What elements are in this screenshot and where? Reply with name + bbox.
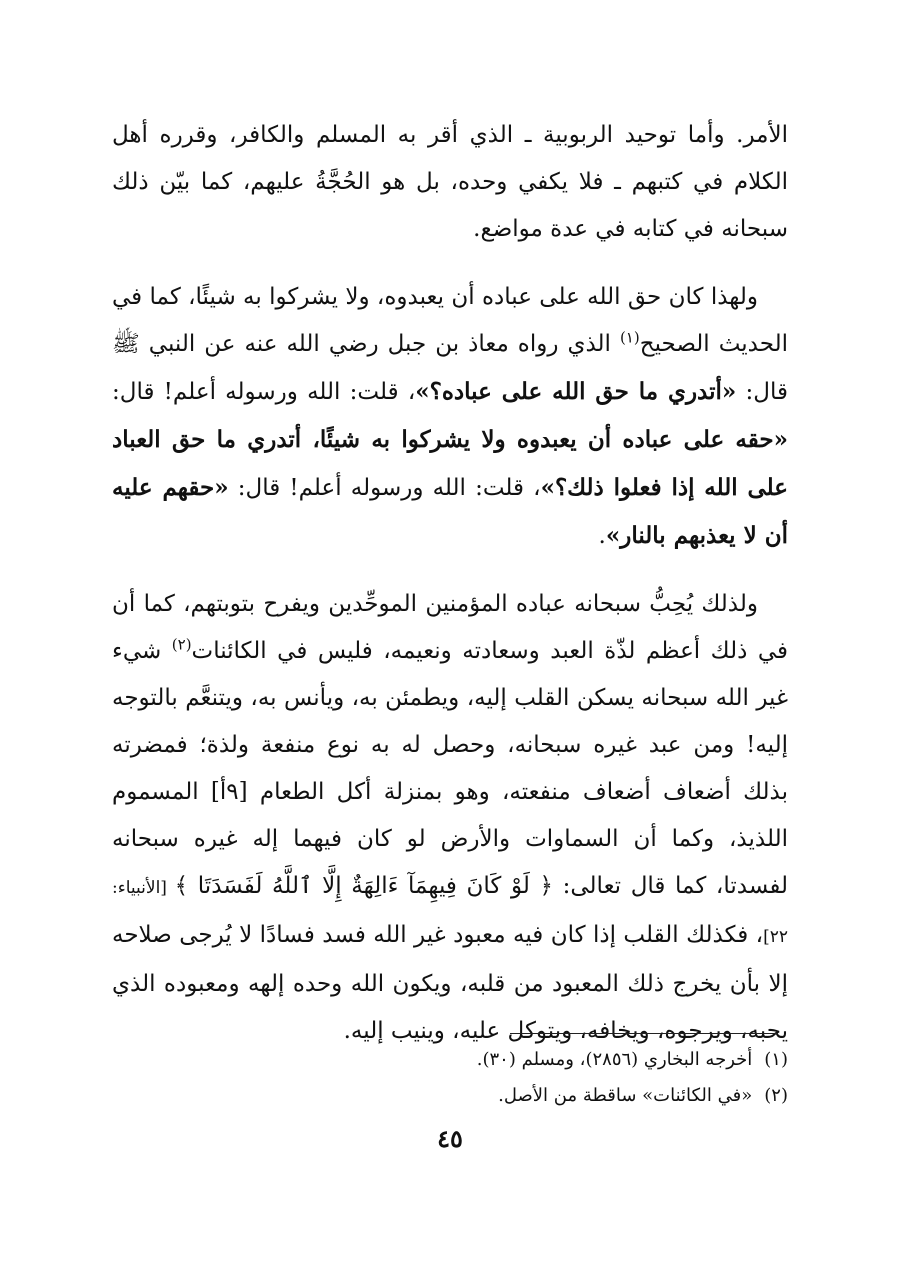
- quran-verse: ﴿ لَوْ كَانَ فِيهِمَآ ءَالِهَةٌ إِلَّا ٱللَّهُ لَفَسَدَتَا ﴾: [174, 873, 553, 899]
- paragraph-tawhid: [112, 112, 788, 253]
- footnote-2: [112, 1078, 788, 1114]
- paragraph-text: الأمر. وأما توحيد الربوبية ـ الذي أقر به المسلم والكافر، وقرره أهل الكلام في كتبهم ـ فلا يكفي وحده، بل هو الحُجَّةُ عليهم، كما بيّن ذلك سبحانه في كتابه في عدة مواضع.: [112, 122, 788, 242]
- footnotes: [112, 1042, 788, 1114]
- footnote-text: أخرجه البخاري (٢٨٥٦)، ومسلم (٣٠).: [476, 1049, 753, 1070]
- love-conclusion: ، فكذلك القلب إذا كان فيه معبود غير الله فسد فسادًا لا يُرجى صلاحه إلا بأن يخرج ذلك المعبود من قلبه، ويكون الله وحده إلهه ومعبوده الذي يحبه، ويرجوه، ويخافه، ويتوكل عليه، وينيب إليه.: [112, 922, 788, 1044]
- paragraph-love: [112, 581, 788, 1055]
- hadith-reply-2: ، قلت: الله ورسوله أعلم! قال:: [228, 475, 541, 501]
- footnote-text: «في الكائنات» ساقطة من الأصل.: [498, 1085, 753, 1106]
- hadith-intro: ولهذا كان حق الله على عباده أن يعبدوه، ولا يشركوا به شيئًا، كما في الحديث الصحيح: [112, 284, 789, 357]
- hadith-quote-2: «حقه على عباده أن يعبدوه ولا يشركوا به شيئًا، أتدري ما حق العباد على الله إذا فعلوا ذلك؟»: [112, 426, 788, 501]
- love-intro: ولذلك يُحِبُّ سبحانه عباده المؤمنين الموحِّدين ويفرح بتوبتهم، كما أن في ذلك أعظم لذّة العبد وسعادته ونعيمه، فليس في الكائنات: [112, 591, 788, 664]
- love-body: شيء غير الله سبحانه يسكن القلب إليه، ويطمئن به، ويأنس به، ويتنعَّم بالتوجه إليه! ومن عبد غيره سبحانه، وحصل له به نوع منفعة ولذة؛ فمضرته بذلك أضعاف أضعاف منفعته، وهو بمنزلة أكل الطعام [٩أ] المسموم اللذيذ، وكما أن السماوات والأرض لو كان فيهما إله غيره سبحانه لفسدتا، كما قال تعالى:: [112, 638, 788, 899]
- footnote-marker-1[interactable]: (١): [619, 328, 640, 347]
- footnote-divider: [510, 1033, 778, 1034]
- paragraph-hadith: [112, 274, 788, 560]
- main-text: [112, 112, 788, 1076]
- hadith-narration: الذي رواه معاذ بن جبل رضي الله عنه عن النبي ﷺ قال:: [112, 331, 788, 405]
- hadith-end: .: [598, 523, 606, 549]
- footnote-marker-2[interactable]: (٢): [171, 635, 192, 654]
- hadith-quote-1: «أتدري ما حق الله على عباده؟»: [415, 378, 737, 405]
- footnote-1: [112, 1042, 788, 1078]
- quran-reference: [الأنبياء: ٢٢]: [112, 878, 788, 947]
- hadith-quote-3: «حقهم عليه أن لا يعذبهم بالنار»: [112, 474, 788, 549]
- footnote-number: (٢): [764, 1085, 788, 1106]
- footnote-number: (١): [764, 1049, 788, 1070]
- page-number: ٤٥: [437, 1124, 463, 1153]
- hadith-reply-1: ، قلت: الله ورسوله أعلم! قال:: [112, 379, 416, 405]
